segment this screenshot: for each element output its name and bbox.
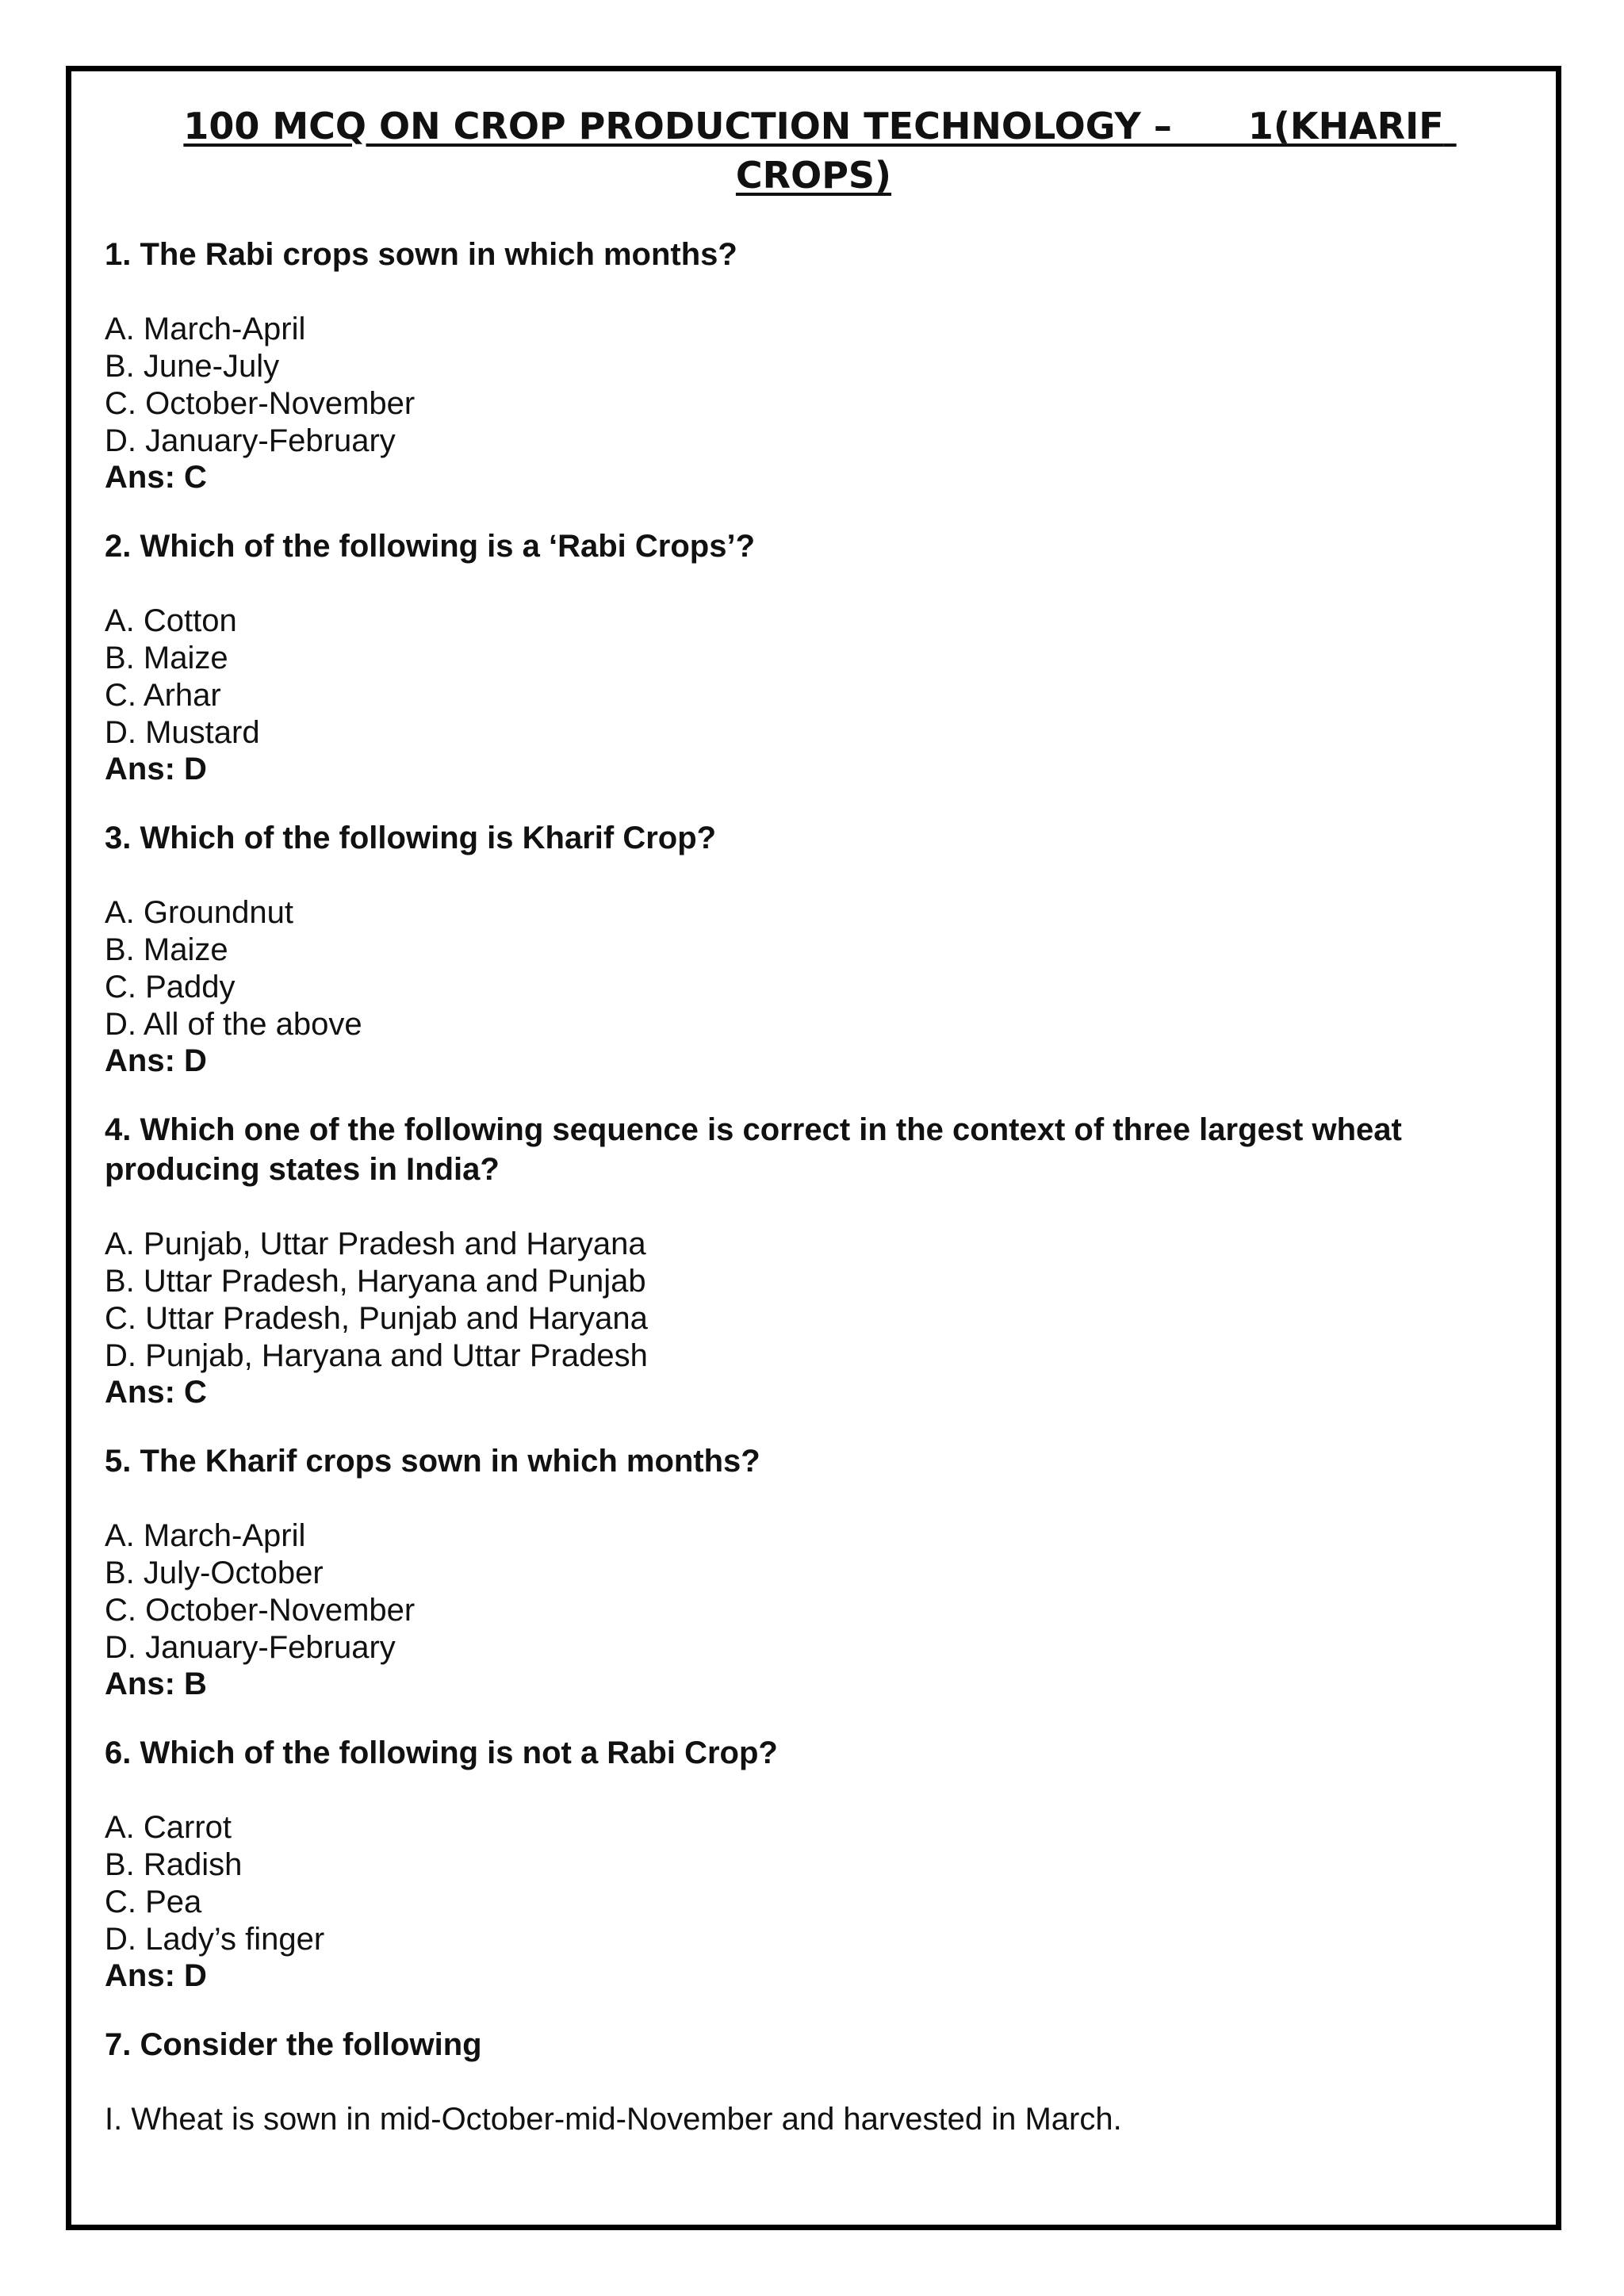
question-text: 2. Which of the following is a ‘Rabi Crops’?	[105, 529, 756, 564]
page-border	[66, 66, 1561, 2230]
answer: Ans: B	[105, 1667, 207, 1701]
option-a: A. March-April	[105, 1518, 306, 1553]
question-2	[105, 526, 1522, 786]
answer: Ans: C	[105, 460, 207, 495]
option-d: D. Mustard	[105, 715, 260, 750]
option-c: C. Pea	[105, 1885, 202, 1919]
option-c: C. October-November	[105, 1593, 416, 1628]
option-a: A. Cotton	[105, 603, 237, 638]
question-text: 6. Which of the following is not a Rabi Crop?	[105, 1735, 778, 1770]
option-d: D. All of the above	[105, 1007, 362, 1042]
question-text: 5. The Kharif crops sown in which months?	[105, 1444, 760, 1479]
option-b: B. July-October	[105, 1556, 324, 1590]
option-a: A. Carrot	[105, 1810, 232, 1845]
question-text: 1. The Rabi crops sown in which months?	[105, 237, 737, 272]
option-a: A. Groundnut	[105, 895, 293, 930]
question-1	[105, 235, 1522, 495]
document-title: 100 MCQ ON CROP PRODUCTION TECHNOLOGY – 1(KHARIF CROPS)	[183, 105, 1457, 197]
question-text: 7. Consider the following	[105, 2027, 482, 2062]
question-3	[105, 818, 1522, 1078]
question-text: 4. Which one of the following sequence is correct in the context of three largest wheat producing states in India?	[105, 1112, 1402, 1187]
option-c: C. Paddy	[105, 970, 236, 1004]
question-4	[105, 1110, 1522, 1410]
option-b: B. Maize	[105, 641, 228, 675]
option-a: A. March-April	[105, 312, 306, 346]
document-content	[105, 101, 1522, 2138]
option-d: D. Lady’s finger	[105, 1922, 325, 1957]
option-c: C. October-November	[105, 386, 416, 421]
answer: Ans: D	[105, 1958, 207, 1993]
option-d: D. January-February	[105, 423, 396, 458]
option-b: B. Maize	[105, 932, 228, 967]
answer: Ans: D	[105, 752, 207, 786]
option-a: A. Punjab, Uttar Pradesh and Haryana	[105, 1226, 646, 1261]
answer: Ans: C	[105, 1375, 207, 1410]
option-d: D. January-February	[105, 1630, 396, 1665]
option-d: D. Punjab, Haryana and Uttar Pradesh	[105, 1338, 648, 1373]
question-6	[105, 1733, 1522, 1993]
option-c: C. Arhar	[105, 678, 221, 713]
option-b: B. June-July	[105, 349, 280, 384]
option-b: B. Uttar Pradesh, Haryana and Punjab	[105, 1264, 646, 1299]
question-7	[105, 2025, 1522, 2138]
statement-1: I. Wheat is sown in mid-October-mid-November and harvested in March.	[105, 2102, 1122, 2137]
question-text: 3. Which of the following is Kharif Crop?	[105, 821, 717, 855]
question-5	[105, 1441, 1522, 1701]
option-b: B. Radish	[105, 1847, 243, 1882]
option-c: C. Uttar Pradesh, Punjab and Haryana	[105, 1301, 648, 1336]
answer: Ans: D	[105, 1043, 207, 1078]
